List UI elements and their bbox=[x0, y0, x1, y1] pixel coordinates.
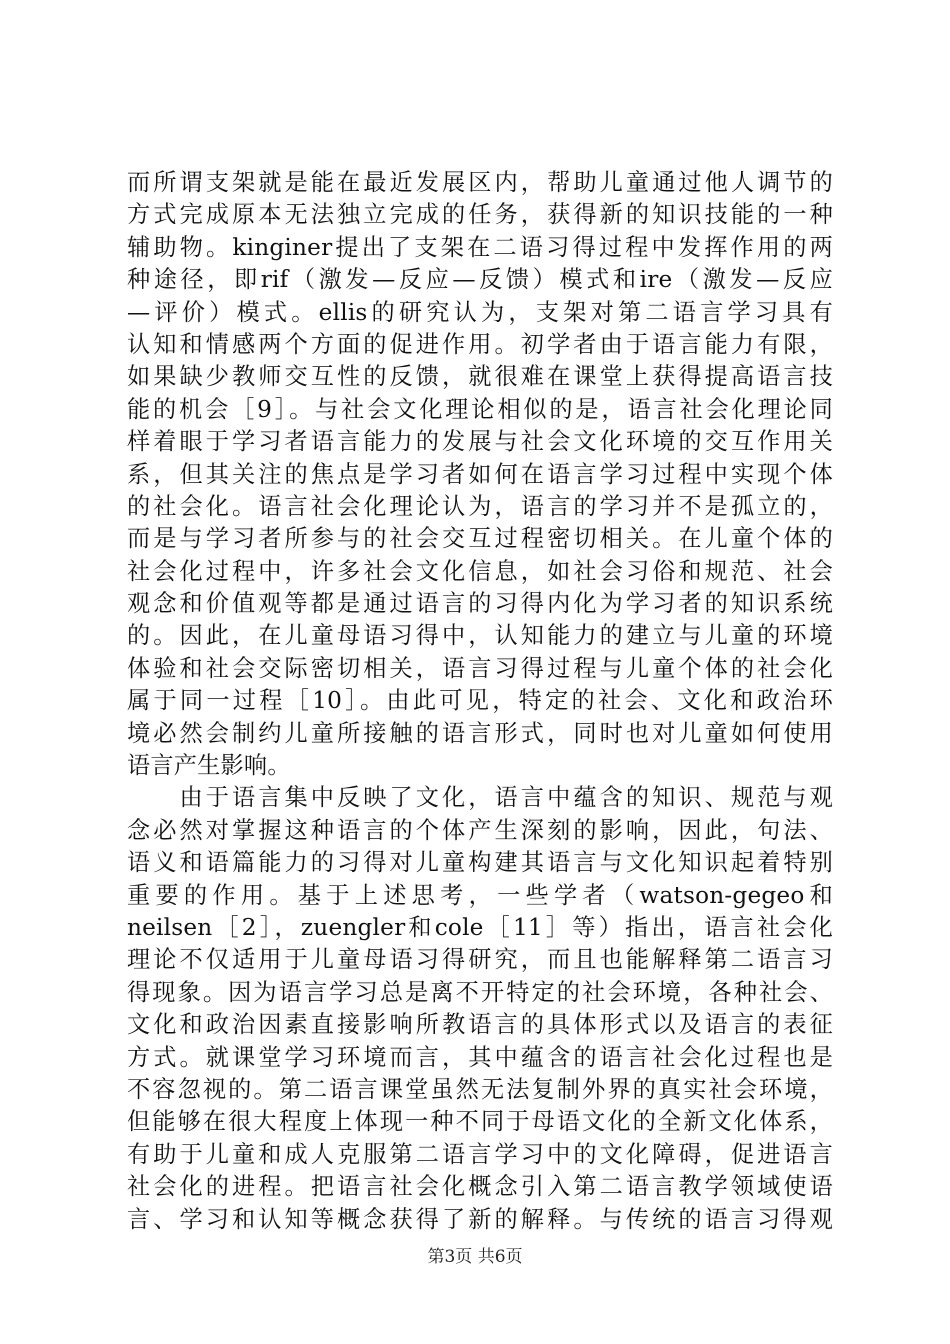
text-line: 的。因此，在儿童母语习得中，认知能力的建立与儿童的环境 bbox=[127, 622, 833, 650]
text-line: 的社会化。语言社会化理论认为，语言的学习并不是孤立的， bbox=[127, 492, 833, 520]
text-line: 样着眼于学习者语言能力的发展与社会文化环境的交互作用关 bbox=[127, 428, 833, 456]
text-line: 理论不仅适用于儿童母语习得研究，而且也能解释第二语言习 bbox=[127, 946, 833, 974]
page-footer: 第3页 共6页 bbox=[427, 1247, 523, 1267]
text-line: 属于同一过程［10］。由此可见，特定的社会、文化和政治环 bbox=[127, 687, 833, 715]
text-line: 有助于儿童和成人克服第二语言学习中的文化障碍，促进语言 bbox=[127, 1140, 833, 1168]
text-line: 观念和价值观等都是通过语言的习得内化为学习者的知识系统 bbox=[127, 590, 833, 618]
text-line: 重要的作用。基于上述思考，一些学者（watson-gegeo和 bbox=[127, 881, 833, 909]
text-line: —评价）模式。ellis的研究认为，支架对第二语言学习具有 bbox=[127, 298, 833, 326]
text-line: 语言产生影响。 bbox=[127, 752, 291, 780]
text-line: 社会化过程中，许多社会文化信息，如社会习俗和规范、社会 bbox=[127, 557, 833, 585]
text-line: 语义和语篇能力的习得对儿童构建其语言与文化知识起着特别 bbox=[127, 849, 833, 877]
text-line: 系，但其关注的焦点是学习者如何在语言学习过程中实现个体 bbox=[127, 460, 833, 488]
text-line: 由于语言集中反映了文化，语言中蕴含的知识、规范与观 bbox=[127, 784, 833, 812]
text-line: 如果缺少教师交互性的反馈，就很难在课堂上获得提高语言技 bbox=[127, 363, 833, 391]
text-line: 方式。就课堂学习环境而言，其中蕴含的语言社会化过程也是 bbox=[127, 1043, 833, 1071]
text-line: 而所谓支架就是能在最近发展区内，帮助儿童通过他人调节的 bbox=[127, 169, 833, 196]
text-line: neilsen［2］，zuengler和cole［11］等）指出，语言社会化 bbox=[127, 913, 833, 941]
text-line: 种途径，即rif（激发—反应—反馈）模式和ire（激发—反应 bbox=[127, 266, 833, 294]
text-line: 文化和政治因素直接影响所教语言的具体形式以及语言的表征 bbox=[127, 1011, 833, 1039]
text-line: 言、学习和认知等概念获得了新的解释。与传统的语言习得观 bbox=[127, 1205, 833, 1233]
text-line: 不容忽视的。第二语言课堂虽然无法复制外界的真实社会环境， bbox=[127, 1075, 833, 1103]
text-line: 能的机会［9］。与社会文化理论相似的是，语言社会化理论同 bbox=[127, 395, 833, 423]
text-line: 但能够在很大程度上体现一种不同于母语文化的全新文化体系， bbox=[127, 1108, 833, 1136]
text-line: 认知和情感两个方面的促进作用。初学者由于语言能力有限， bbox=[127, 330, 833, 358]
text-line: 体验和社会交际密切相关，语言习得过程与儿童个体的社会化 bbox=[127, 654, 833, 682]
text-line: 方式完成原本无法独立完成的任务，获得新的知识技能的一种 bbox=[127, 201, 833, 229]
text-line: 境必然会制约儿童所接触的语言形式，同时也对儿童如何使用 bbox=[127, 719, 833, 747]
text-line: 而是与学习者所参与的社会交互过程密切相关。在儿童个体的 bbox=[127, 525, 833, 553]
text-line: 念必然对掌握这种语言的个体产生深刻的影响，因此，句法、 bbox=[127, 816, 833, 844]
body-text bbox=[127, 167, 833, 1236]
text-line: 社会化的进程。把语言社会化概念引入第二语言教学领域使语 bbox=[127, 1173, 833, 1201]
text-line: 得现象。因为语言学习总是离不开特定的社会环境，各种社会、 bbox=[127, 978, 833, 1006]
text-line: 辅助物。kinginer提出了支架在二语习得过程中发挥作用的两 bbox=[127, 233, 833, 261]
